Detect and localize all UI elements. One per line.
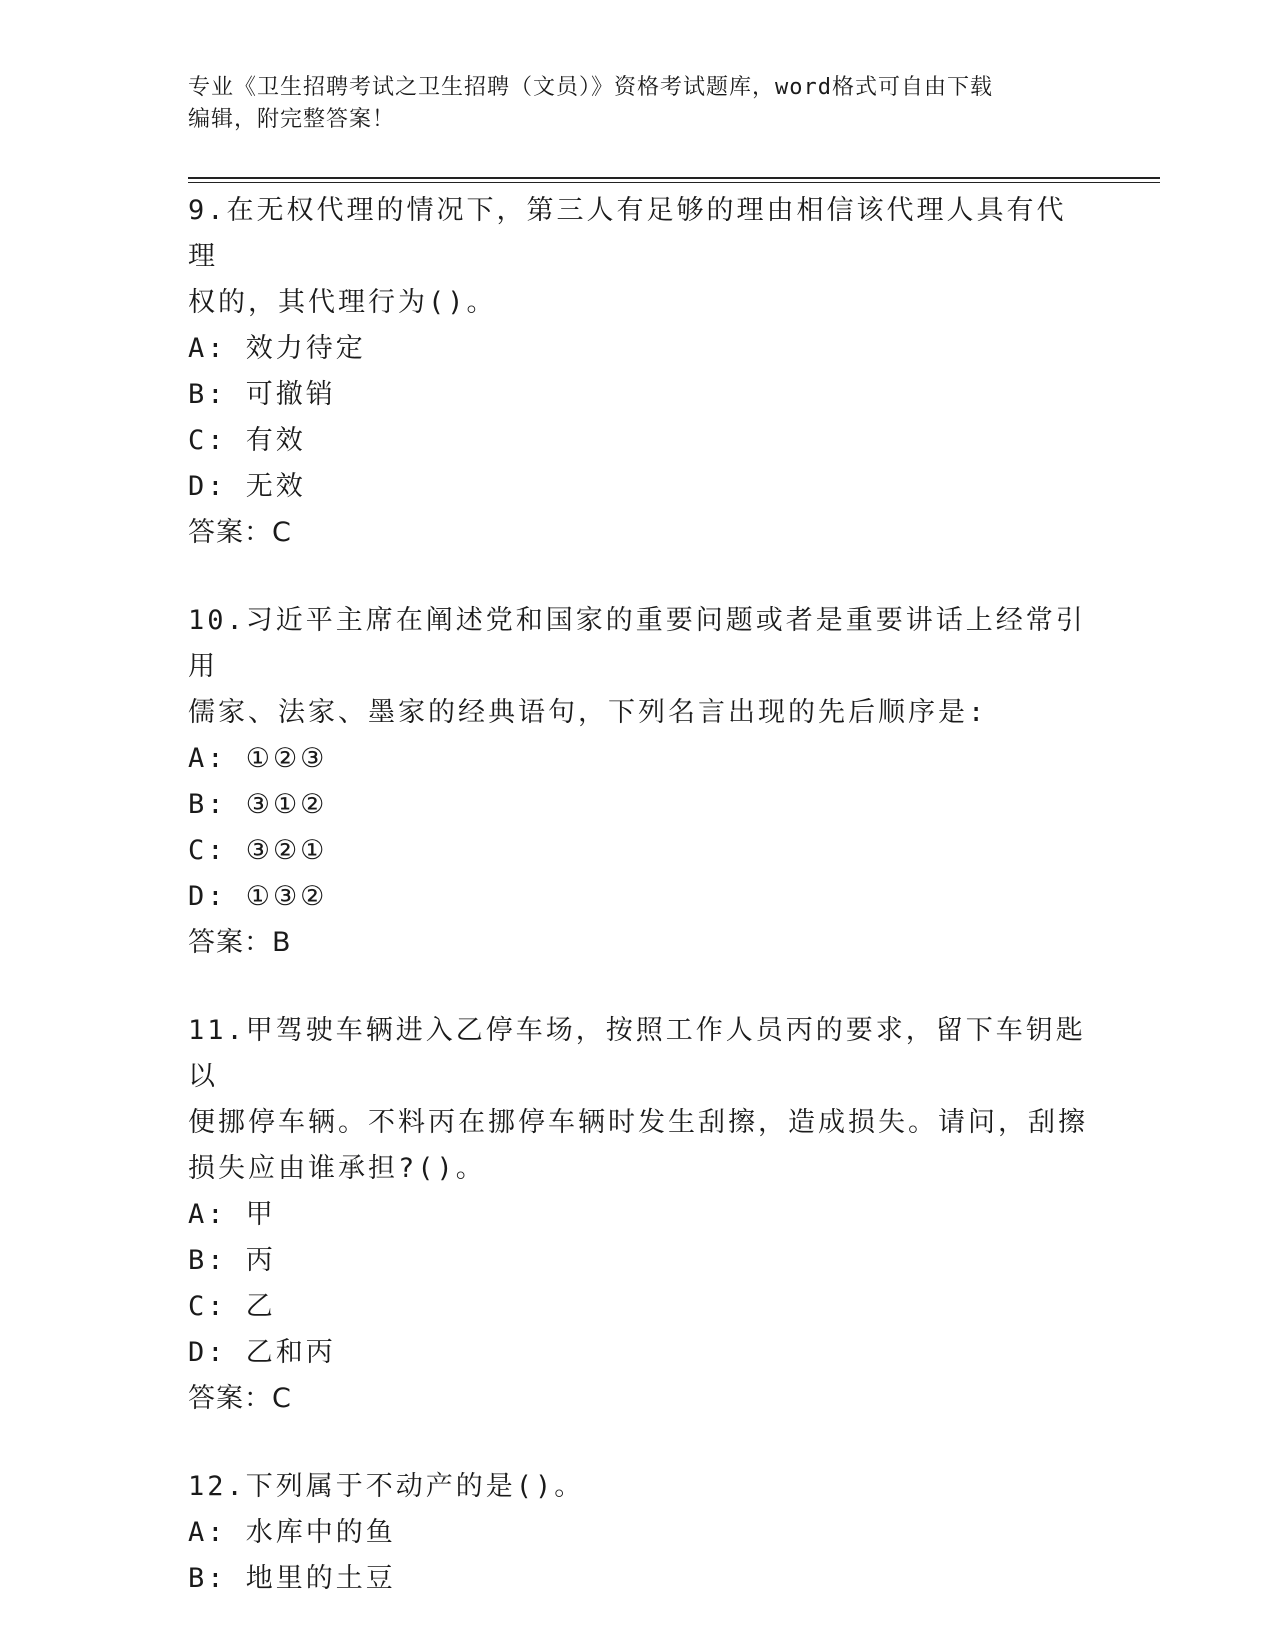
option-d: D: 无效 [188, 471, 306, 502]
option-b: B: 地里的土豆 [188, 1563, 396, 1594]
option-b: B: 可撤销 [188, 379, 336, 410]
answer: 答案：C [188, 1383, 292, 1414]
question-9 [188, 188, 1088, 556]
header-line-2: 编辑，附完整答案！ [188, 107, 396, 132]
header-rule-thin [188, 182, 1160, 183]
option-d: D: 乙和丙 [188, 1337, 336, 1368]
question-text-line: 11.甲驾驶车辆进入乙停车场，按照工作人员丙的要求，留下车钥匙以 [188, 1015, 1086, 1092]
option-a: A: ①②③ [188, 743, 328, 774]
question-10 [188, 598, 1088, 966]
question-text-line: 10.习近平主席在阐述党和国家的重要问题或者是重要讲话上经常引用 [188, 605, 1086, 682]
question-text-line: 权的，其代理行为()。 [188, 287, 497, 318]
option-b: B: ③①② [188, 789, 328, 820]
option-c: C: 有效 [188, 425, 306, 456]
answer: 答案：C [188, 517, 292, 548]
question-11 [188, 1008, 1088, 1422]
question-list [188, 188, 1088, 1644]
option-b: B: 丙 [188, 1245, 276, 1276]
question-text-line: 便挪停车辆。不料丙在挪停车辆时发生刮擦，造成损失。请问，刮擦 [188, 1107, 1088, 1138]
question-text-line: 损失应由谁承担?()。 [188, 1153, 486, 1184]
option-a: A: 效力待定 [188, 333, 366, 364]
option-c: C: 乙 [188, 1291, 276, 1322]
option-a: A: 水库中的鱼 [188, 1517, 396, 1548]
header-line-1: 专业《卫生招聘考试之卫生招聘（文员）》资格考试题库，word格式可自由下载 [188, 75, 993, 100]
question-text-line: 儒家、法家、墨家的经典语句，下列名言出现的先后顺序是: [188, 697, 988, 728]
option-c: C: ③②① [188, 835, 328, 866]
option-a: A: 甲 [188, 1199, 276, 1230]
question-12 [188, 1464, 1088, 1602]
document-header [188, 72, 1068, 136]
header-rule-thick [188, 177, 1160, 179]
question-text-line: 12.下列属于不动产的是()。 [188, 1471, 585, 1502]
question-text-line: 9.在无权代理的情况下，第三人有足够的理由相信该代理人具有代理 [188, 195, 1067, 272]
option-d: D: ①③② [188, 881, 328, 912]
answer: 答案：B [188, 927, 292, 958]
